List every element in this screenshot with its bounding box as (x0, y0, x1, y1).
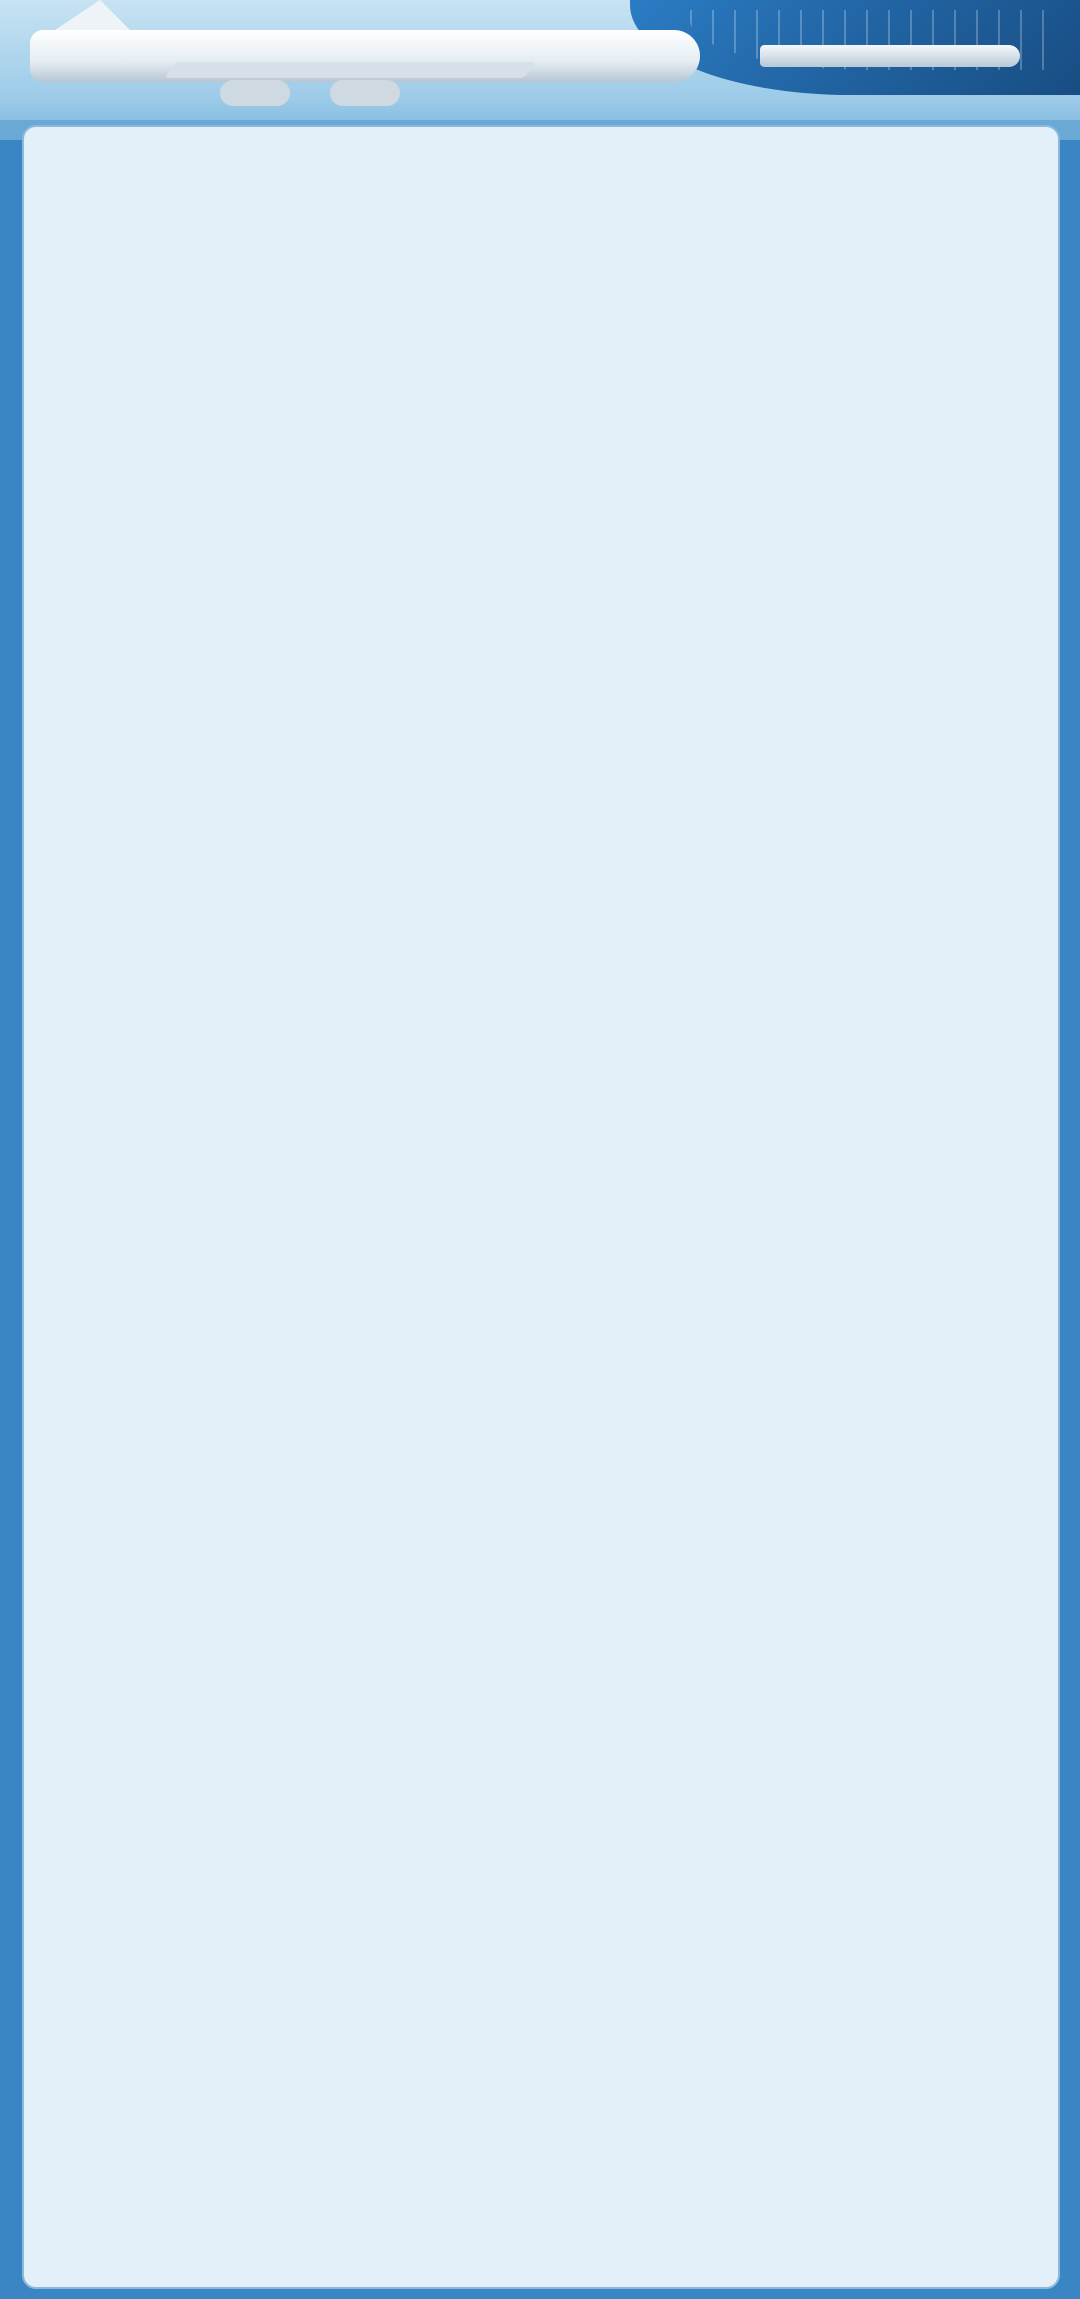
distant-airplane-graphic (760, 45, 1020, 67)
airplane-wing-graphic (164, 62, 535, 78)
airplane-engine-graphic (220, 80, 290, 106)
schedule-panel (22, 125, 1060, 2289)
hero-banner (0, 0, 1080, 140)
airplane-engine-graphic (330, 80, 400, 106)
